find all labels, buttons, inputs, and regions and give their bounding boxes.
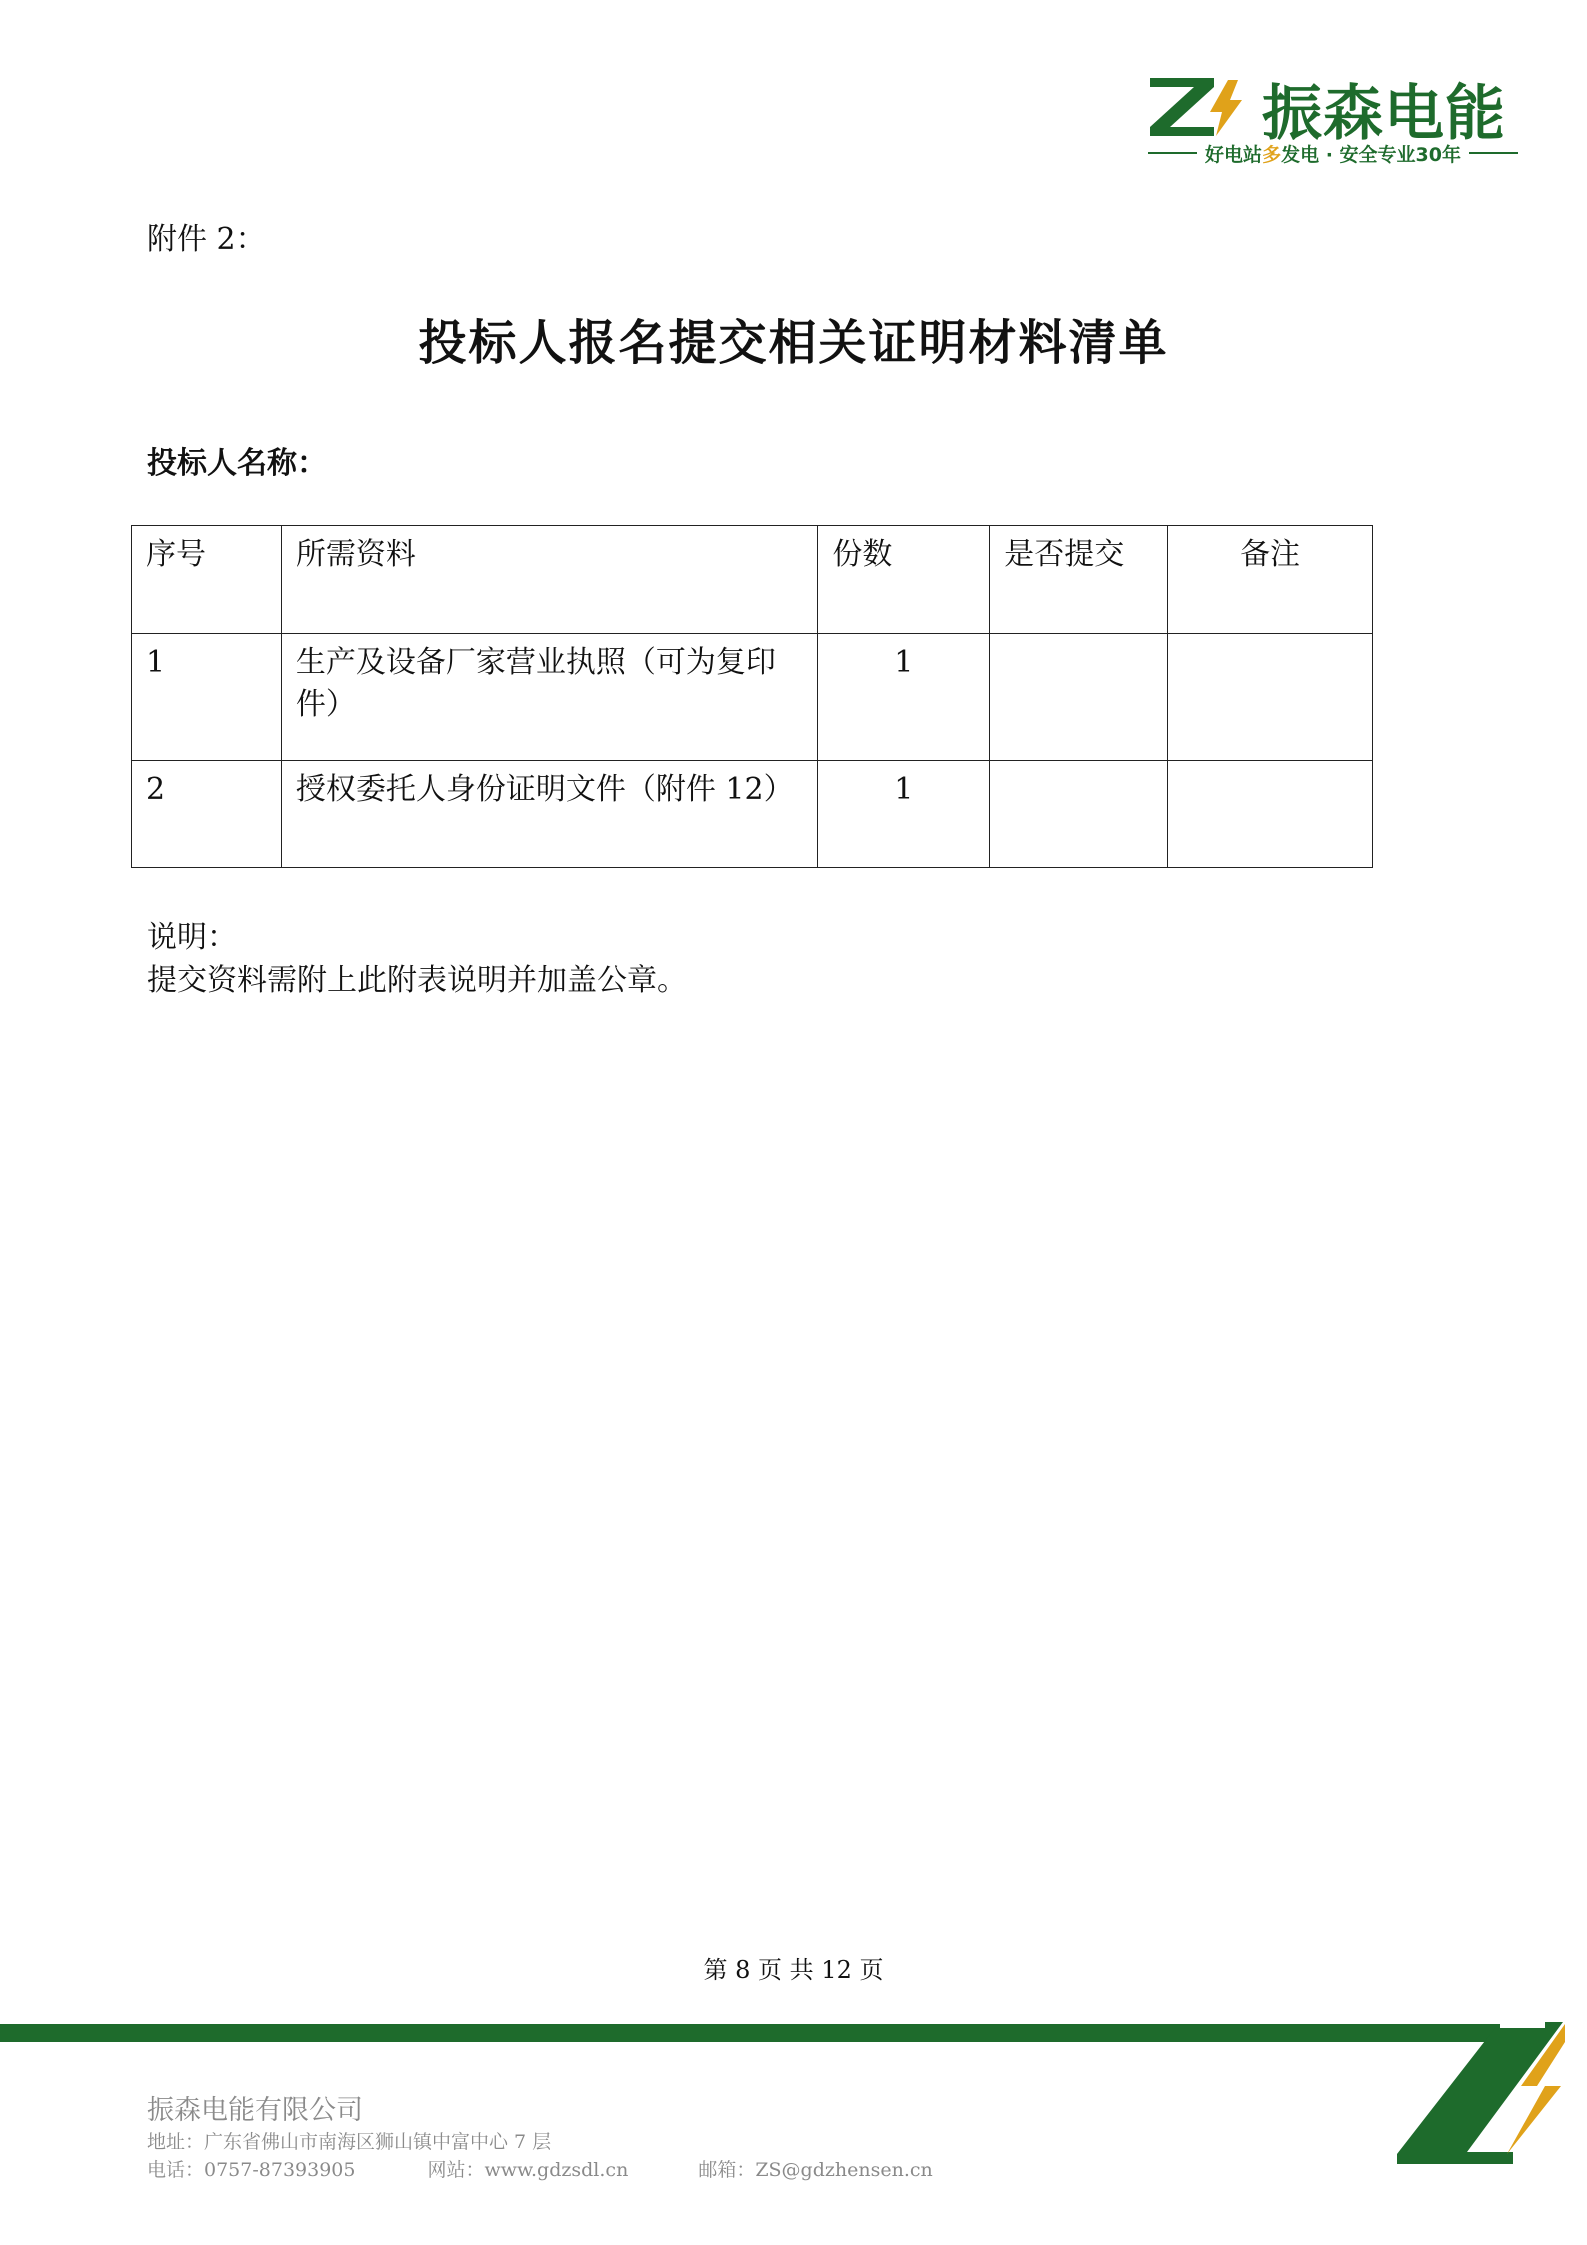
cell-submitted: [990, 761, 1168, 868]
slogan-right-rule: [1469, 152, 1518, 154]
slogan-part3: 发电 · 安全专业30年: [1281, 143, 1461, 166]
header-cell-submitted: 是否提交: [990, 526, 1168, 634]
zs-lightning-logo-icon: [1395, 2022, 1565, 2172]
header-cell-qty: 份数: [818, 526, 990, 634]
materials-table: [131, 525, 1373, 868]
cell-material: 生产及设备厂家营业执照（可为复印件）: [281, 634, 818, 761]
brand-name: 振森电能: [1262, 79, 1506, 149]
header-cell-no: 序号: [132, 526, 282, 634]
footer-email: 邮箱：ZS@gdzhensen.cn: [698, 2159, 933, 2181]
cell-qty: 1: [818, 634, 990, 761]
table-row: [132, 634, 1373, 761]
cell-remark: [1168, 634, 1373, 761]
notes-text: 提交资料需附上此附表说明并加盖公章。: [147, 963, 687, 998]
cell-remark: [1168, 761, 1373, 868]
header-cell-material: 所需资料: [281, 526, 818, 634]
footer-company-name: 振森电能有限公司: [147, 2095, 363, 2126]
cell-no: 2: [132, 761, 282, 868]
slogan-part1: 好电站: [1205, 143, 1263, 166]
cell-submitted: [990, 634, 1168, 761]
attachment-label: 附件 2：: [147, 222, 266, 257]
slogan-left-rule: [1148, 152, 1197, 154]
bidder-name-label: 投标人名称：: [147, 446, 327, 481]
cell-no: 1: [132, 634, 282, 761]
zs-lightning-logo-icon: [1150, 78, 1250, 136]
header-cell-remark: 备注: [1168, 526, 1373, 634]
footer-website: 网站：www.gdzsdl.cn: [427, 2159, 629, 2181]
notes-heading: 说明：: [147, 920, 237, 955]
page-number: 第 8 页 共 12 页: [703, 1956, 884, 1984]
footer-address: 地址：广东省佛山市南海区狮山镇中富中心 7 层: [147, 2131, 552, 2153]
document-title: 投标人报名提交相关证明材料清单: [418, 315, 1169, 371]
table-header-row: [132, 526, 1373, 634]
footer-green-bar: [0, 2024, 1500, 2042]
slogan-text: [1205, 140, 1461, 167]
slogan: [1148, 138, 1518, 168]
footer-phone: 电话：0757-87393905: [147, 2159, 356, 2181]
cell-qty: 1: [818, 761, 990, 868]
cell-material: 授权委托人身份证明文件（附件 12）: [281, 761, 818, 868]
slogan-highlight: 多: [1262, 143, 1282, 166]
table-row: [132, 761, 1373, 868]
footer-contact: [147, 2155, 933, 2182]
